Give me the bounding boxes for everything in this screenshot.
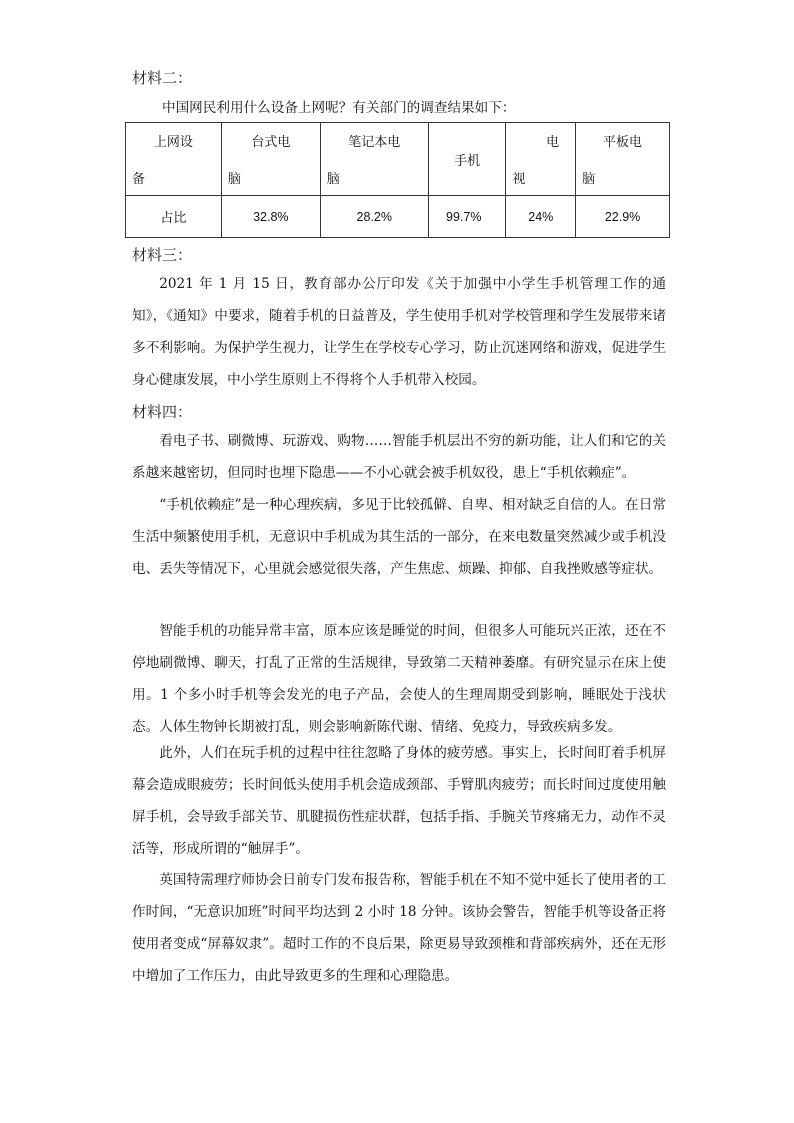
value-tv: 24% bbox=[506, 196, 576, 238]
material2-heading: 材料二： bbox=[132, 69, 193, 87]
material3-heading: 材料三： bbox=[132, 246, 193, 264]
header-cell-device: 上网设 备 bbox=[126, 123, 222, 196]
value-phone: 99.7% bbox=[428, 196, 506, 238]
material4-paragraph-2: “手机依赖症”是一种心理疾病，多见于比较孤僻、自卑、相对缺乏自信的人。在日常生活中频繁使用手机，无意识中手机成为其生活的一部分，在来电数量突然减少或手机没电、丢失等情况下，心里就会感觉很失落，产生焦虑、烦躁、抑郁、自我挫败感等症状。 bbox=[132, 497, 666, 577]
material4-paragraph-1: 看电子书、刷微博、玩游戏、购物……智能手机层出不穷的新功能，让人们和它的关系越来越密切，但同时也埋下隐患——不小心就会被手机奴役，患上“手机依赖症”。 bbox=[132, 433, 666, 481]
header-cell-desktop: 台式电 脑 bbox=[221, 123, 320, 196]
material4-paragraph-5: 英国特需理疗师协会日前专门发布报告称，智能手机在不知不觉中延长了使用者的工作时间，“无意识加班”时间平均达到 2 小时 18 分钟。该协会警告，智能手机等设备正将使用者变成“屏幕奴隶”。超时工作的不良后果，除更易导致颈椎和背部疾病外，还在无形中增加了工作压力，由此导致更多的生理和心理隐患。 bbox=[132, 872, 666, 984]
survey-table bbox=[125, 122, 670, 238]
material4-paragraph-4: 此外，人们在玩手机的过程中往往忽略了身体的疲劳感。事实上，长时间盯着手机屏幕会造成眼疲劳；长时间低头使用手机会造成颈部、手臂肌肉疲劳；而长时间过度使用触屏手机，会导致手部关节、肌腱损伤性症状群，包括手指、手腕关节疼痛无力，动作不灵活等，形成所谓的“触屏手”。 bbox=[132, 745, 666, 857]
material2-intro: 中国网民利用什么设备上网呢？有关部门的调查结果如下： bbox=[162, 100, 516, 116]
value-desktop: 32.8% bbox=[221, 196, 320, 238]
material4-paragraph-3: 智能手机的功能异常丰富，原本应该是睡觉的时间，但很多人可能玩兴正浓，还在不停地刷微博、聊天，打乱了正常的生活规律，导致第二天精神萎靡。有研究显示在床上使用。1 个多小时手机等会发光的电子产品，会使人的生理周期受到影响，睡眠处于浅状态。人体生物钟长期被打乱，则会影响新陈代谢、情绪、免疫力，导致疾病多发。 bbox=[132, 623, 666, 735]
material3-paragraph: 2021 年 1 月 15 日，教育部办公厅印发《关于加强中小学生手机管理工作的通知》，《通知》中要求，随着手机的日益普及，学生使用手机对学校管理和学生发展带来诸多不利影响。为保护学生视力，让学生在学校专心学习，防止沉迷网络和游戏，促进学生身心健康发展，中小学生原则上不得将个人手机带入校园。 bbox=[132, 276, 666, 388]
material4-heading: 材料四： bbox=[132, 403, 193, 421]
header-cell-phone: 手机 bbox=[428, 123, 506, 196]
table-header-row bbox=[126, 123, 670, 196]
header-cell-laptop: 笔记本电 脑 bbox=[320, 123, 428, 196]
table-data-row bbox=[126, 196, 670, 238]
header-cell-tablet: 平板电 脑 bbox=[576, 123, 670, 196]
value-tablet: 22.9% bbox=[576, 196, 670, 238]
header-cell-tv: 电 视 bbox=[506, 123, 576, 196]
row-label-share: 占比 bbox=[126, 196, 222, 238]
value-laptop: 28.2% bbox=[320, 196, 428, 238]
